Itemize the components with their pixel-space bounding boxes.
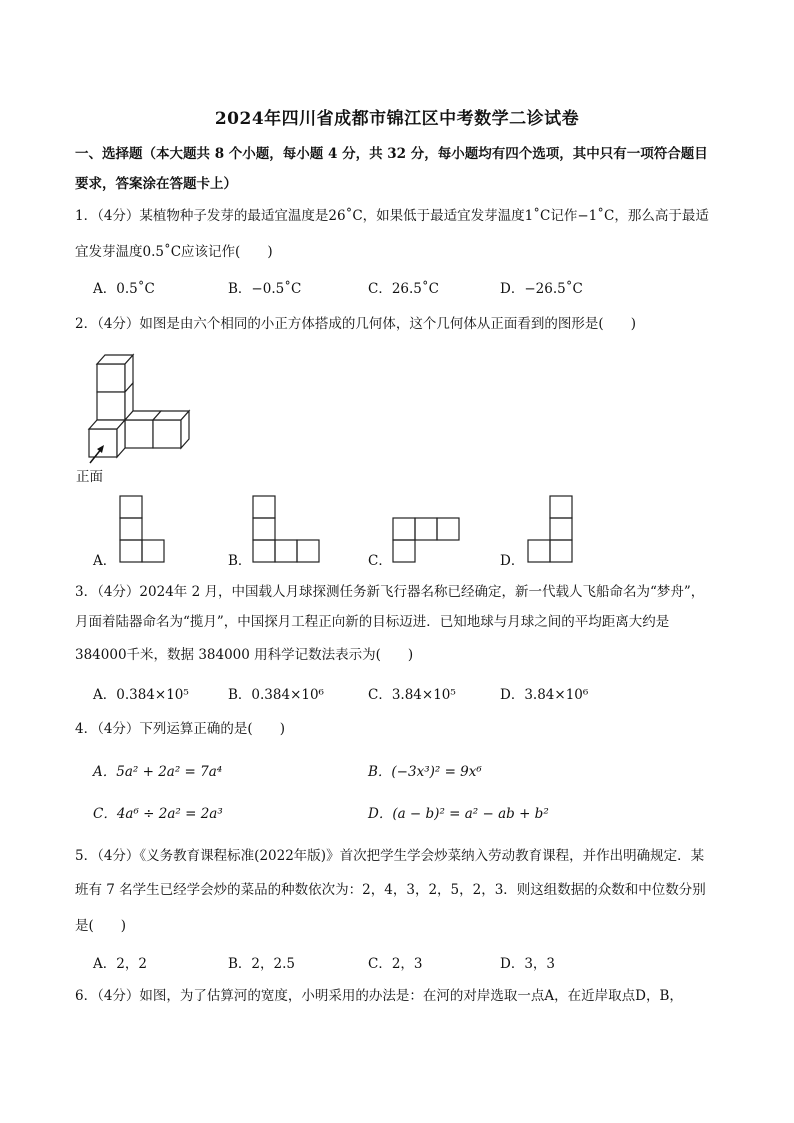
q2-option-d-figure	[527, 495, 575, 565]
q5-stem-line3: 是( )	[75, 918, 127, 934]
q2-option-a-label: A．	[93, 553, 117, 569]
q4-stem-line1: 4．（4分）下列运算正确的是( )	[75, 721, 285, 737]
q2-stem-line1: 2．（4分）如图是由六个相同的小正方体搭成的几何体，这个几何体从正面看到的图形是( )	[75, 316, 636, 332]
q5-stem-line1: 5．（4分）《义务教育课程标准(2022年版)》首次把学生学会炒菜纳入劳动教育课程，并作出明确规定．某	[75, 848, 705, 864]
q4-option-d: D．(a − b)² = a² − ab + b²	[368, 806, 549, 822]
q4-option-c: C．4a⁶ ÷ 2a² = 2a³	[93, 806, 223, 822]
q4-option-a: A．5a² + 2a² = 7a⁴	[93, 764, 223, 780]
q5-option-c: C．2，3	[368, 956, 423, 972]
q2-figure-label: 正面	[76, 469, 103, 485]
q2-option-b-label: B．	[228, 553, 252, 569]
q3-option-a: A．0.384×10⁵	[93, 687, 189, 703]
q2-option-b-figure	[252, 495, 324, 565]
section-heading-line1: 一、选择题（本大题共 8 个小题，每小题 4 分，共 32 分，每小题均有四个选项，其中只有一项符合题目	[75, 146, 708, 162]
q1-stem-line2: 宜发芽温度0.5˚C应该记作( )	[75, 244, 273, 260]
q1-stem-line1: 1．（4分）某植物种子发芽的最适宜温度是26˚C，如果低于最适宜发芽温度1˚C记作−1˚C，那么高于最适	[75, 208, 709, 224]
q1-option-d: D．−26.5˚C	[500, 281, 583, 297]
q5-stem-line2: 班有 7 名学生已经学会炒的菜品的种数依次为：2，4，3，2，5，2，3．则这组数据的众数和中位数分别	[75, 882, 706, 898]
q4-option-b: B．(−3x³)² = 9x⁶	[368, 764, 482, 780]
cube	[153, 420, 181, 448]
q5-option-b: B．2，2.5	[228, 956, 295, 972]
q3-stem-line1: 3．（4分）2024年 2 月，中国载人月球探测任务新飞行器名称已经确定，新一代载人飞船命名为“梦舟”，	[75, 584, 705, 600]
q5-option-d: D．3，3	[500, 956, 556, 972]
q1-option-a: A．0.5˚C	[93, 281, 155, 297]
section-heading-line2: 要求，答案涂在答题卡上）	[75, 176, 237, 192]
page-title: 2024年四川省成都市锦江区中考数学二诊试卷	[214, 109, 580, 129]
q2-option-c-label: C．	[368, 553, 392, 569]
q2-option-d-label: D．	[500, 553, 525, 569]
q3-stem-line2: 月面着陆器命名为“揽月”，中国探月工程正向新的目标迈进．已知地球与月球之间的平均距离大约是	[75, 614, 670, 630]
cube	[89, 429, 117, 457]
q1-option-c: C．26.5˚C	[368, 281, 439, 297]
q6-stem-line1: 6．（4分）如图，为了估算河的宽度，小明采用的办法是：在河的对岸选取一点A，在近岸取点D，B，	[75, 988, 683, 1004]
cube	[97, 392, 125, 420]
cube	[125, 420, 153, 448]
cube	[97, 364, 125, 392]
q3-option-b: B．0.384×10⁶	[228, 687, 324, 703]
q3-option-c: C．3.84×10⁵	[368, 687, 456, 703]
q1-option-b: B．−0.5˚C	[228, 281, 302, 297]
q3-option-d: D．3.84×10⁶	[500, 687, 589, 703]
q2-option-c-figure	[392, 517, 464, 565]
q2-option-a-figure	[119, 495, 167, 565]
q5-option-a: A．2，2	[93, 956, 147, 972]
cube-figure	[70, 348, 210, 488]
q3-stem-line3: 384000千米，数据 384000 用科学记数法表示为( )	[75, 647, 414, 663]
